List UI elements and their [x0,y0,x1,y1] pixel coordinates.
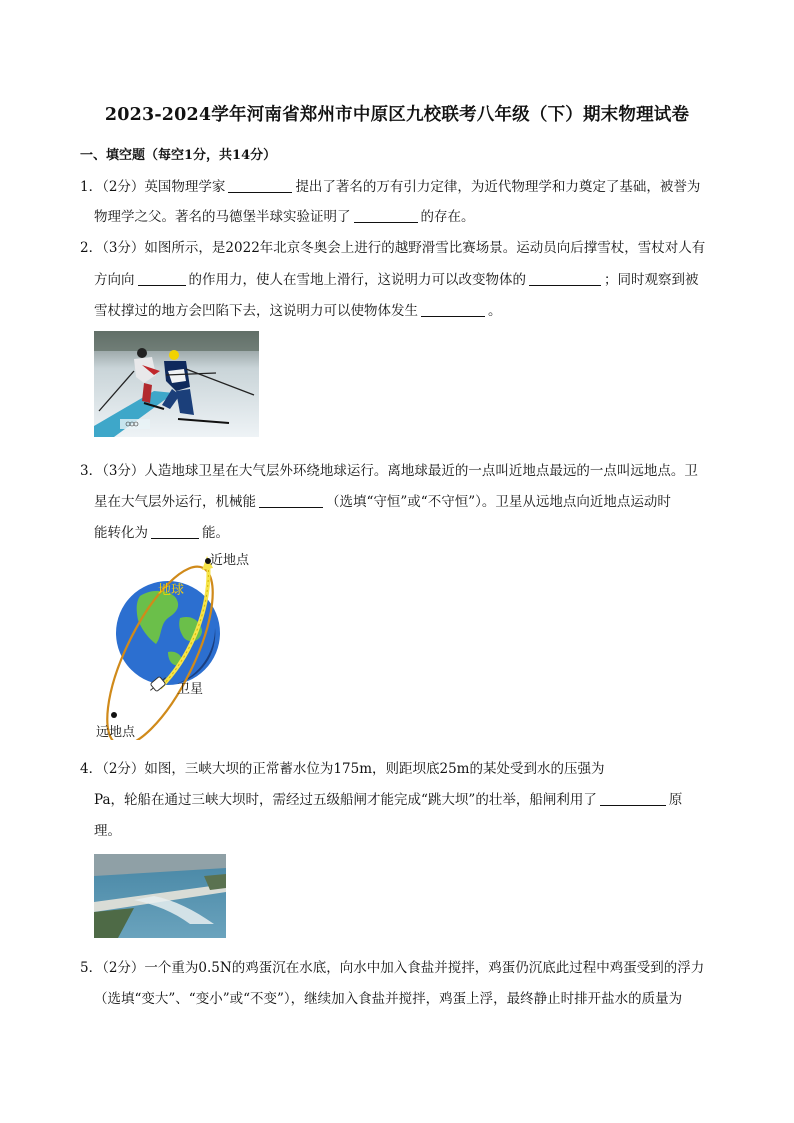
q1-blank1[interactable] [228,179,292,193]
near-point-label: 近地点 [210,553,250,568]
q1-blank2[interactable] [354,209,418,223]
q2-blank2[interactable] [529,272,601,286]
q3-blank1[interactable] [259,494,323,508]
satellite-label: 卫星 [177,682,204,697]
q2-line1: 2．（3分）如图所示，是2022年北京冬奥会上进行的越野滑雪比赛场景。运动员向后撑雪杖，雪杖对人有 [80,240,706,256]
q1-line2: 物理学之父。著名的马德堡半球实验证明了 的存在。 [94,209,475,225]
exam-title: 2023-2024学年河南省郑州市中原区九校联考八年级（下）期末物理试卷 [104,105,690,125]
q2-line3: 雪杖撑过的地方会凹陷下去，这说明力可以使物体发生 。 [94,303,502,319]
q4-blank1[interactable] [600,792,666,806]
three-gorges-dam-photo [94,854,226,938]
section-heading: 一、填空题（每空1分，共14分） [80,148,277,163]
earth-label: 地球 [158,583,185,598]
q3-line1: 3．（3分）人造地球卫星在大气层外环绕地球运行。离地球最近的一点叫近地点最远的一点叫远地点。卫 [80,463,698,479]
skiing-photo [94,331,259,437]
satellite-orbit-figure [90,548,270,740]
q3-line2: 星在大气层外运行，机械能 （选填“守恒”或“不守恒”）。卫星从远地点向近地点运动时 [94,494,671,510]
far-point-label: 远地点 [96,725,136,740]
q4-line2: Pa，轮船在通过三峡大坝时，需经过五级船闸才能完成“跳大坝”的壮举，船闸利用了 原 [94,792,683,808]
q3-line3: 能转化为 能。 [94,525,229,541]
q3-blank2[interactable] [151,525,199,539]
q2-blank1[interactable] [138,272,186,286]
q4-line1: 4．（2分）如图，三峡大坝的正常蓄水位为175m，则距坝底25m的某处受到水的压强为 [80,761,605,777]
q4-line3: 理。 [94,823,121,839]
q2-blank3[interactable] [421,303,485,317]
q1-line1: 1．（2分）英国物理学家 提出了著名的万有引力定律，为近代物理学和力奠定了基础，被誉为 [80,179,701,195]
q2-line2: 方向向 的作用力，使人在雪地上滑行，这说明力可以改变物体的 ；同时观察到被 [94,272,699,288]
q5-line2: （选填“变大”、“变小”或“不变”），继续加入食盐并搅拌，鸡蛋上浮，最终静止时排开盐水的质量为 [94,991,683,1007]
q5-line1: 5．（2分）一个重为0.5N的鸡蛋沉在水底，向水中加入食盐并搅拌，鸡蛋仍沉底此过程中鸡蛋受到的浮力 [80,960,705,976]
